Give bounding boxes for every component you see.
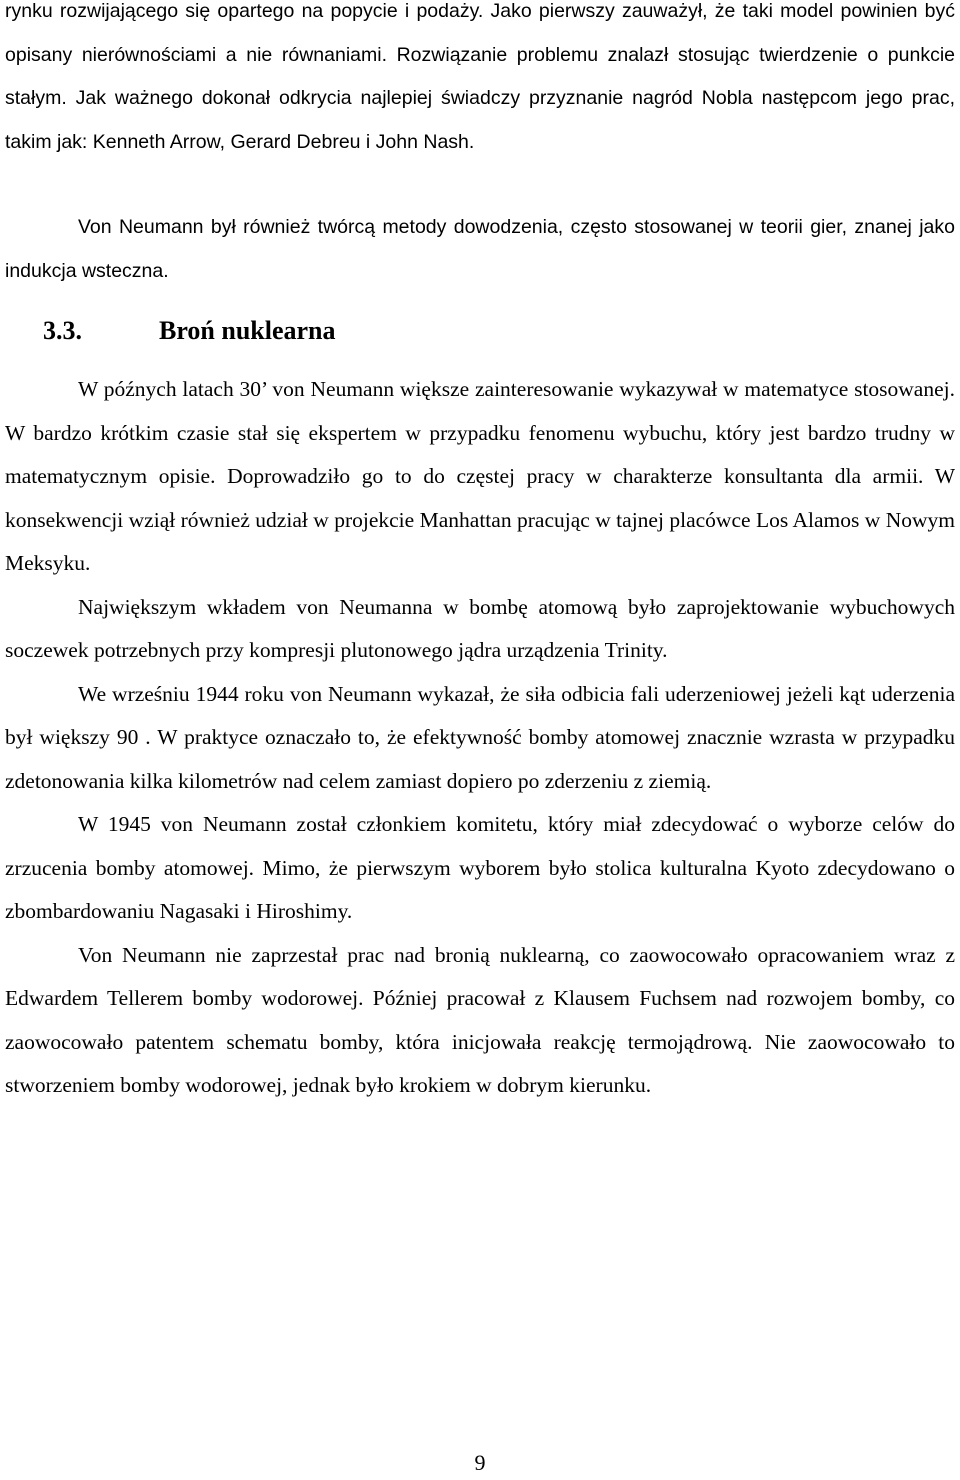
paragraph-target-committee: W 1945 von Neumann został członkiem komitetu, który miał zdecydować o wyborze celów do zrzucenia bomby atomowej. Mimo, że pierwszym wyborem było stolica kulturalna Kyoto zdecydowano o zbombardowaniu Nagasaki i Hiroshimy.: [5, 812, 955, 923]
section-title: Broń nuklearna: [159, 316, 336, 345]
paragraph-backward-induction: Von Neumann był również twórcą metody dowodzenia, często stosowanej w teorii gier, znanej jako indukcja wsteczna.: [5, 216, 955, 282]
section-number: 3.3.: [43, 316, 82, 345]
paragraph-hydrogen-bomb: Von Neumann nie zaprzestał prac nad bronią nuklearną, co zaowocowało opracowaniem wraz z Edwardem Tellerem bomby wodorowej. Później pracował z Klausem Fuchsem nad rozwojem bomby, co zaowocowało patentem schematu bomby, która inicjowała reakcję termojądrową. Nie zaowocowało to stworzeniem bomby wodorowej, jednak było krokiem w dobrym kierunku.: [5, 942, 955, 1097]
paragraph-shock-wave: We wrześniu 1944 roku von Neumann wykazał, że siła odbicia fali uderzeniowej jeżeli kąt uderzenia był większy 90 . W praktyce oznaczało to, że efektywność bomby atomowej znacznie wzrasta w przypadku zdetonowania kilka kilometrów nad celem zamiast dopiero po zderzeniu z ziemią.: [5, 681, 955, 793]
paragraph-explosive-lenses: Największym wkładem von Neumanna w bombę atomową było zaprojektowanie wybuchowych soczewek potrzebnych przy kompresji plutonowego jądra urządzenia Trinity.: [5, 594, 955, 662]
paragraph-applied-mathematics: W późnych latach 30’ von Neumann większe zainteresowanie wykazywał w matematyce stosowanej. W bardzo krótkim czasie stał się ekspertem w przypadku fenomenu wybuchu, który jest bardzo trudny w matematycznym opisie. Doprowadziło go to do częstej pracy w charakterze konsultanta dla armii. W konsekwencji wziął również udział w projekcie Manhattan pracując w tajnej placówce Los Alamos w Nowym Meksyku.: [5, 377, 955, 575]
page-number: 9: [474, 1450, 486, 1475]
section-heading: [43, 309, 336, 353]
section-body: [5, 368, 955, 1108]
paragraph-nobel-prizes: rynku rozwijającego się opartego na popycie i podaży. Jako pierwszy zauważył, że taki model powinien być opisany nierównościami a nie równaniami. Rozwiązanie problemu znalazł stosując twierdzenie o punkcie stałym. Jak ważnego dokonał odkrycia najlepiej świadczy przyznanie nagród Nobla następcom jego prac, takim jak: Kenneth Arrow, Gerard Debreu i John Nash.: [5, 0, 955, 153]
